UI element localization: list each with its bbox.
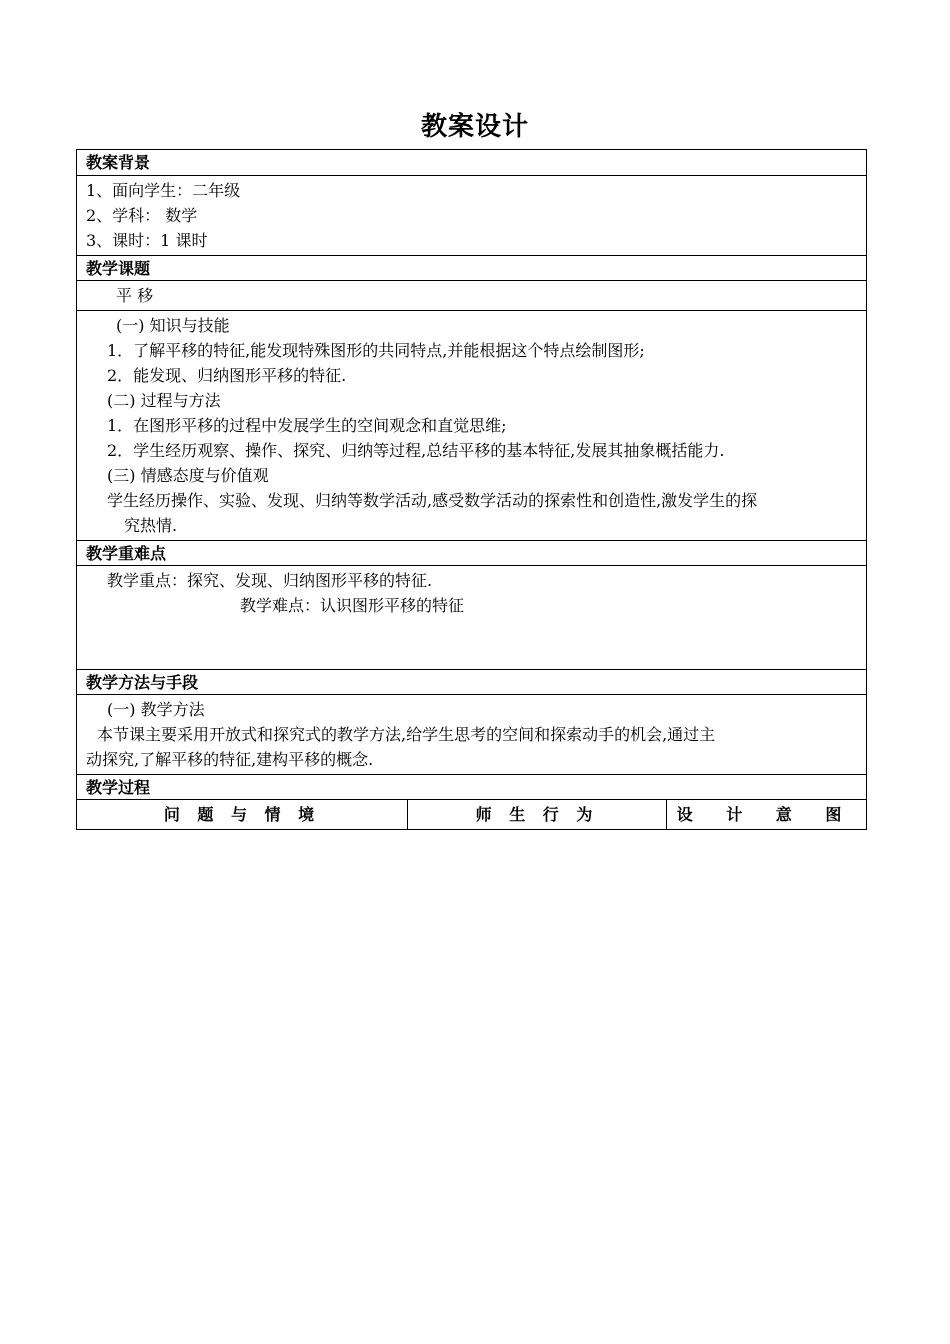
goals-attitude-line-2: 究热情. — [124, 516, 178, 535]
topic-text: 平 移 — [116, 286, 154, 305]
process-header: 教学过程 — [77, 774, 866, 799]
key-point-difficulty: 教学难点：认识图形平移的特征 — [240, 596, 465, 615]
column-situation: 问 题 与 情 境 — [163, 805, 321, 824]
topic-content — [77, 280, 866, 310]
column-teacher-student: 师 生 行 为 — [407, 800, 666, 829]
background-content — [77, 175, 866, 255]
lesson-plan-table — [76, 149, 867, 830]
background-line-subject: 2、学科： 数学 — [86, 206, 198, 225]
methods-line-1: 本节课主要采用开放式和探究式的教学方法,给学生思考的空间和探索动手的机会,通过主 — [97, 725, 716, 744]
key-points-header: 教学重难点 — [77, 540, 866, 565]
goals-content — [77, 310, 866, 540]
goals-section-attitude: (三) 情感态度与价值观 — [107, 466, 269, 485]
methods-line-2: 动探究,了解平移的特征,建构平移的概念. — [86, 750, 374, 769]
goals-section-process: (二) 过程与方法 — [107, 391, 221, 410]
background-header: 教案背景 — [86, 153, 151, 172]
goals-knowledge-item-2: 2．能发现、归纳图形平移的特征. — [107, 366, 347, 385]
key-point-focus: 教学重点：探究、发现、归纳图形平移的特征. — [107, 571, 433, 590]
methods-content — [77, 694, 866, 774]
key-points-content — [77, 565, 866, 669]
column-design-intent: 设 计 意 图 — [666, 800, 865, 829]
background-line-students: 1、面向学生：二年级 — [86, 181, 241, 200]
goals-process-item-1: 1．在图形平移的过程中发展学生的空间观念和直觉思维; — [107, 416, 507, 435]
methods-header: 教学方法与手段 — [77, 669, 866, 694]
goals-process-item-2: 2．学生经历观察、操作、探究、归纳等过程,总结平移的基本特征,发展其抽象概括能力. — [107, 441, 725, 460]
process-column-headers — [77, 799, 866, 829]
goals-knowledge-item-1: 1．了解平移的特征,能发现特殊图形的共同特点,并能根据这个特点绘制图形; — [107, 341, 645, 360]
goals-attitude-line-1: 学生经历操作、实验、发现、归纳等数学活动,感受数学活动的探索性和创造性,激发学生的探 — [107, 491, 758, 510]
topic-header: 教学课题 — [77, 255, 866, 280]
methods-section-1: (一) 教学方法 — [107, 700, 205, 719]
background-line-hours: 3、课时：1 课时 — [86, 231, 208, 250]
page-title: 教案设计 — [420, 112, 529, 142]
goals-section-knowledge: (一) 知识与技能 — [116, 316, 230, 335]
